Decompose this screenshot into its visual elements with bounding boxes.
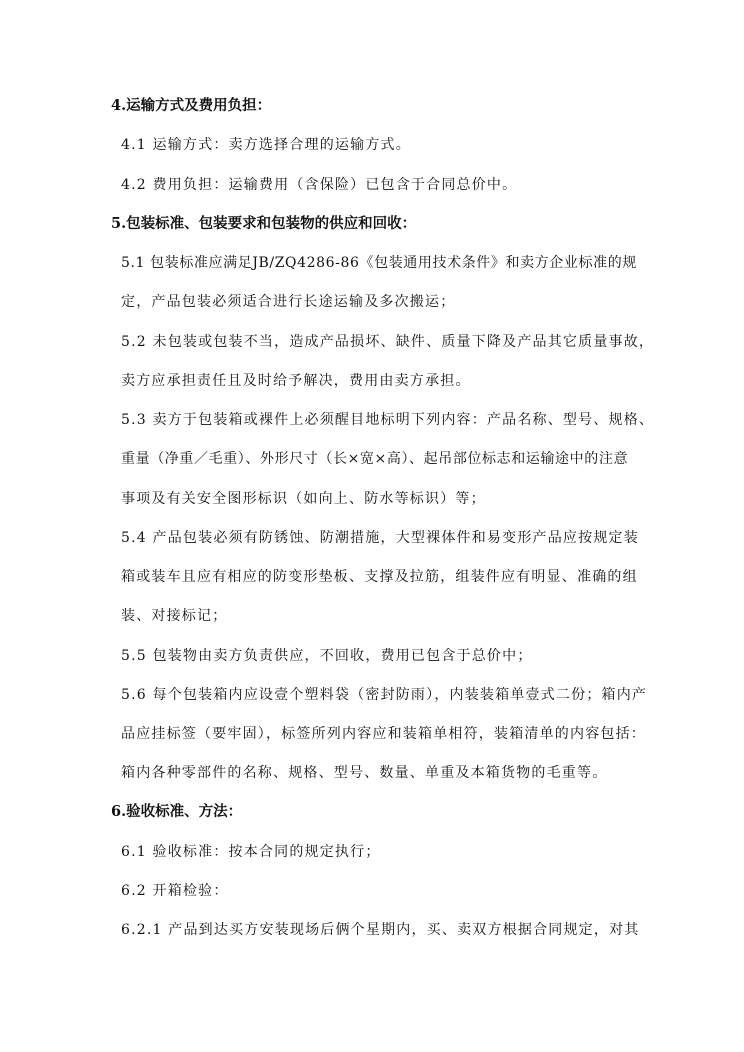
paragraph-line: 6.2 开箱检验： <box>121 883 229 899</box>
paragraph-line: 5.3 卖方于包装箱或裸件上必须醒目地标明下列内容：产品名称、型号、规格、 <box>121 412 655 428</box>
paragraph-line: 卖方应承担责任且及时给予解决，费用由卖方承担。 <box>121 373 471 389</box>
paragraph-line: 重量（净重／毛重）、外形尺寸（长×宽×高）、起吊部位标志和运输途中的注意 <box>121 451 629 467</box>
section-heading-4: 4.运输方式及费用负担： <box>111 97 272 114</box>
paragraph-line: 箱内各种零部件的名称、规格、型号、数量、单重及本箱货物的毛重等。 <box>121 765 608 781</box>
section-heading-6: 6.验收标准、方法： <box>111 803 243 820</box>
paragraph-line: 5.4 产品包装必须有防锈蚀、防潮措施，大型裸体件和易变形产品应按规定装 <box>121 530 639 546</box>
paragraph-line: 5.6 每个包装箱内应设壹个塑料袋（密封防雨），内装装箱单壹式二份；箱内产 <box>121 687 648 703</box>
paragraph-line: 4.1 运输方式：卖方选择合理的运输方式。 <box>121 137 411 153</box>
paragraph-line: 品应挂标签（要牢固），标签所列内容应和装箱单相符，装箱清单的内容包括： <box>121 726 646 742</box>
paragraph-line: 5.1 包装标准应满足JB/ZQ4286-86《包装通用技术条件》和卖方企业标准的规 <box>121 255 637 271</box>
paragraph-line: 4.2 费用负担：运输费用（含保险）已包含于合同总价中。 <box>121 177 518 193</box>
paragraph-line: 事项及有关安全图形标识（如向上、防水等标识）等； <box>121 491 486 507</box>
paragraph-line: 6.1 验收标准：按本合同的规定执行； <box>121 844 381 860</box>
paragraph-line: 装、对接标记； <box>121 608 228 624</box>
paragraph-line: 定，产品包装必须适合进行长途运输及多次搬运； <box>121 294 456 310</box>
section-heading-5: 5.包装标准、包装要求和包装物的供应和回收： <box>111 215 417 232</box>
paragraph-line: 5.2 未包装或包装不当，造成产品损坏、缺件、质量下降及产品其它质量事故， <box>121 334 655 350</box>
paragraph-line: 5.5 包装物由卖方负责供应，不回收，费用已包含于总价中； <box>121 648 533 664</box>
paragraph-line: 箱或装车且应有相应的防变形垫板、支撑及拉筋，组装件应有明显、准确的组 <box>121 569 638 585</box>
paragraph-line: 6.2.1 产品到达买方安装现场后俩个星期内，买、卖双方根据合同规定，对其 <box>121 922 640 938</box>
